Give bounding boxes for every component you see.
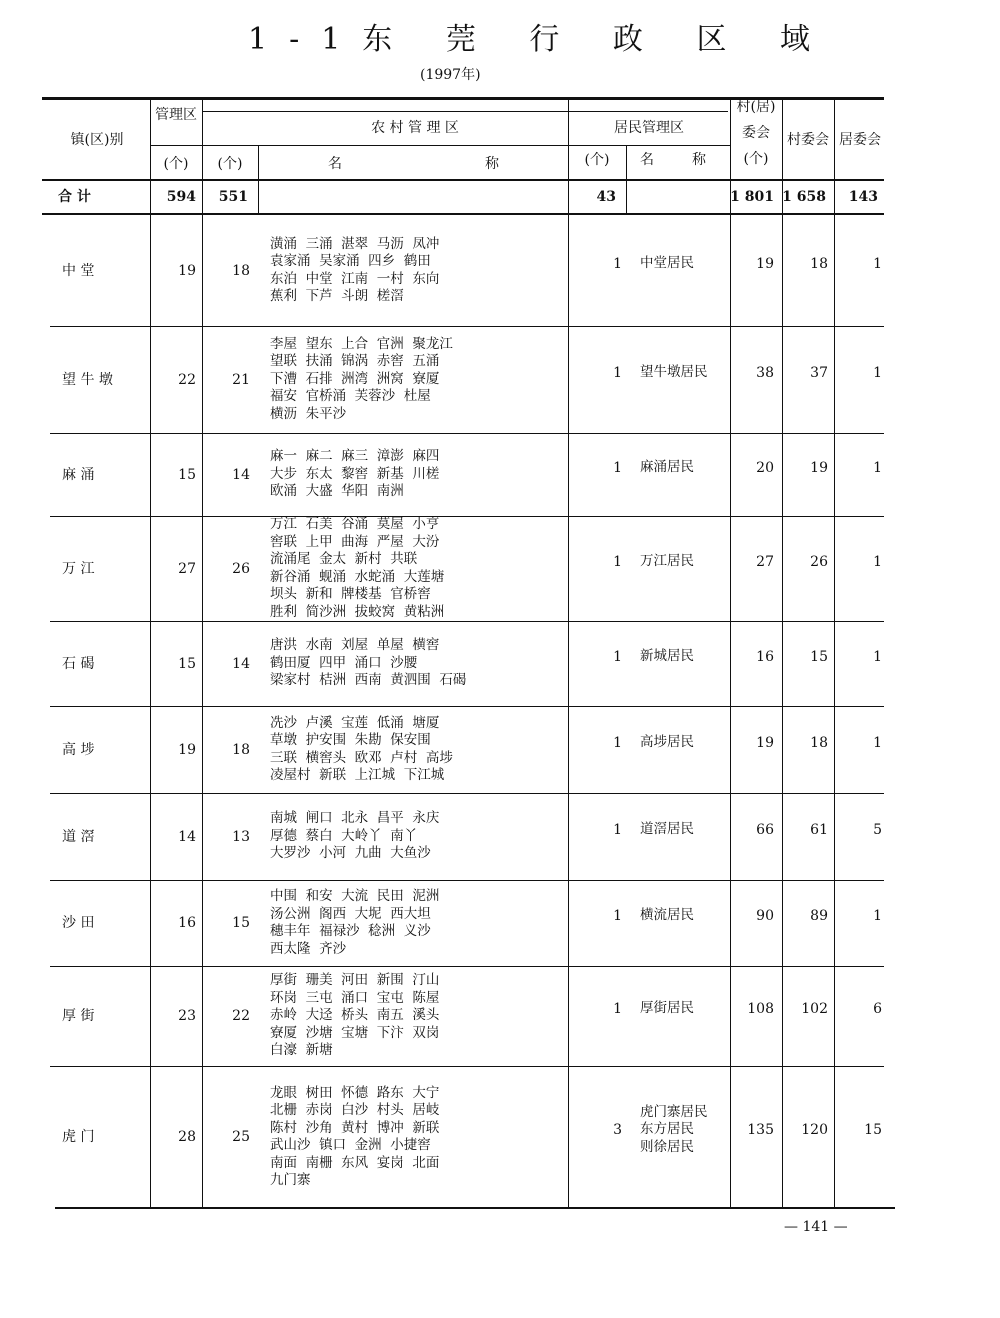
total-committees: 1 801 <box>730 189 774 205</box>
resident-area-names: 横流居民 <box>640 907 694 924</box>
row-rule <box>50 793 884 794</box>
resident-committee-count: 15 <box>864 1122 882 1138</box>
page-subtitle: (1997年) <box>420 67 481 83</box>
resident-committee-count: 1 <box>873 908 882 924</box>
column-rule <box>626 145 627 213</box>
resident-area-names: 望牛墩居民 <box>640 363 708 380</box>
village-name-list: 龙眼 树田 怀德 路东 大宁 北栅 赤岗 白沙 村头 居岐 陈村 沙角 黄村 博冲 新联 武山沙 镇口 金洲 小捷窖 南面 南栅 东风 宴岗 北面 九门寨 <box>270 1084 440 1188</box>
resident-count: 1 <box>613 908 622 924</box>
total-label: 合 计 <box>58 189 91 205</box>
village-name-list: 冼沙 卢溪 宝莲 低涌 塘厦 草墩 护安围 朱勘 保安围 三联 横窖头 欧邓 卢村 高埗 凌屋村 新联 上江城 下江城 <box>270 714 453 783</box>
town-name: 万 江 <box>62 560 95 577</box>
mgmt-count: 22 <box>178 371 196 388</box>
mgmt-count: 27 <box>178 560 196 577</box>
row-rule <box>50 706 884 707</box>
village-name-list: 万江 石美 谷涌 莫屋 小亨 窖联 上甲 曲海 严屋 大汾 流涌尾 金太 新村 共联 新谷涌 蚬涌 水蛇涌 大莲塘 坝头 新和 牌楼基 官桥窖 胜利 简沙洲 拔蛟窝 黄粘洲 <box>270 516 445 620</box>
table-bottom-rule <box>55 1207 895 1209</box>
committee-count: 66 <box>756 821 774 838</box>
header-committees-2: 委会 <box>742 125 770 141</box>
committee-count: 90 <box>756 908 774 924</box>
mgmt-count: 16 <box>178 915 196 931</box>
rural-count: 14 <box>232 655 250 672</box>
rural-count: 26 <box>232 560 250 577</box>
header-name: 名 <box>328 156 342 172</box>
village-committee-count: 26 <box>810 553 828 570</box>
resident-count: 1 <box>613 255 622 272</box>
mgmt-count: 15 <box>178 655 196 672</box>
header-town: 镇(区)别 <box>70 132 124 148</box>
town-name: 中 堂 <box>62 262 95 279</box>
village-committee-count: 15 <box>810 648 828 665</box>
village-name-list: 厚街 珊美 河田 新围 汀山 环岗 三屯 涌口 宝屯 陈屋 赤岭 大迳 桥头 南五 溪头 寮厦 沙塘 宝塘 下汴 双岗 白濠 新塘 <box>270 972 440 1059</box>
total-rural: 551 <box>218 189 248 205</box>
town-name: 道 滘 <box>62 828 95 845</box>
resident-committee-count: 1 <box>873 364 882 381</box>
row-rule <box>50 433 884 434</box>
resident-count: 1 <box>613 821 622 838</box>
resident-area-names: 中堂居民 <box>640 254 694 271</box>
town-name: 麻 涌 <box>62 466 95 483</box>
resident-committee-count: 5 <box>873 821 882 838</box>
rural-count: 15 <box>232 915 250 931</box>
column-rule <box>258 145 259 213</box>
village-committee-count: 37 <box>810 364 828 381</box>
village-name-list: 唐洪 水南 刘屋 单屋 横窖 鹤田厦 四甲 涌口 沙腰 梁家村 桔洲 西南 黄泗围 石碣 <box>270 637 467 689</box>
resident-committee-count: 1 <box>873 648 882 665</box>
rural-count: 25 <box>232 1129 250 1145</box>
rural-count: 18 <box>232 262 250 279</box>
mgmt-count: 28 <box>178 1129 196 1145</box>
resident-committee-count: 6 <box>873 1001 882 1017</box>
rural-count: 13 <box>232 828 250 845</box>
village-name-list: 南城 闸口 北永 昌平 永庆 厚德 蔡白 大岭丫 南丫 大罗沙 小河 九曲 大鱼沙 <box>270 810 440 862</box>
row-rule <box>50 516 884 517</box>
village-name-list: 李屋 望东 上合 官洲 聚龙江 望联 扶涌 锦涡 赤窖 五涌 下漕 石排 洲湾 洲窝 寮厦 福安 官桥涌 芙蓉沙 杜屋 横沥 朱平沙 <box>270 335 453 422</box>
header-committees-1: 村(居) <box>736 99 776 115</box>
header-resident-unit: (个) <box>584 152 610 168</box>
header-rural-mgmt: 农 村 管 理 区 <box>371 120 459 136</box>
committee-count: 27 <box>756 553 774 570</box>
page-number: — 141 — <box>784 1219 848 1235</box>
resident-count: 3 <box>613 1122 622 1138</box>
resident-committee-count: 1 <box>873 553 882 570</box>
header-committees-3: (个) <box>743 151 769 167</box>
resident-area-names: 虎门寨居民 东方居民 则徐居民 <box>640 1103 708 1155</box>
committee-count: 19 <box>756 734 774 751</box>
row-rule <box>50 621 884 622</box>
resident-committee-count: 1 <box>873 255 882 272</box>
resident-area-names: 万江居民 <box>640 552 694 569</box>
town-name: 沙 田 <box>62 915 95 931</box>
total-resident: 43 <box>596 189 616 205</box>
village-committee-count: 18 <box>810 255 828 272</box>
page-title: 1-1东 莞 行 政 区 域 <box>248 22 832 57</box>
village-name-list: 中围 和安 大流 民田 泥洲 汤公洲 阁西 大坭 西大坦 穗丰年 福禄沙 稔洲 义沙 西太隆 齐沙 <box>270 888 440 957</box>
header-rural-unit: (个) <box>217 156 243 172</box>
header-unit-rule <box>150 145 730 146</box>
mgmt-count: 14 <box>178 828 196 845</box>
town-name: 高 埗 <box>62 741 95 758</box>
total-mgmt: 594 <box>166 189 196 205</box>
rural-count: 21 <box>232 371 250 388</box>
total-village: 1 658 <box>782 189 826 205</box>
resident-count: 1 <box>613 648 622 665</box>
village-committee-count: 120 <box>801 1122 828 1138</box>
header-resident-name: 名 <box>640 152 654 168</box>
header-bottom-rule <box>42 179 884 181</box>
town-name: 石 碣 <box>62 655 95 672</box>
resident-area-names: 新城居民 <box>640 647 694 664</box>
mgmt-count: 15 <box>178 466 196 483</box>
resident-committee-count: 1 <box>873 459 882 476</box>
resident-committee-count: 1 <box>873 734 882 751</box>
committee-count: 108 <box>747 1001 774 1017</box>
header-village-committee: 村委会 <box>787 132 829 148</box>
header-mgmt-area: 管理区 <box>155 107 197 123</box>
resident-count: 1 <box>613 1001 622 1017</box>
total-bottom-rule <box>42 213 884 215</box>
header-name2: 称 <box>485 156 499 172</box>
resident-count: 1 <box>613 459 622 476</box>
header-resident-name2: 称 <box>692 152 706 168</box>
rural-count: 14 <box>232 466 250 483</box>
resident-area-names: 道滘居民 <box>640 820 694 837</box>
town-name: 望 牛 墩 <box>62 371 113 388</box>
committee-count: 16 <box>756 648 774 665</box>
village-committee-count: 18 <box>810 734 828 751</box>
row-rule <box>50 326 884 327</box>
resident-area-names: 厚街居民 <box>640 1000 694 1017</box>
committee-count: 38 <box>756 364 774 381</box>
header-inner-rule <box>202 111 728 112</box>
rural-count: 22 <box>232 1008 250 1024</box>
resident-count: 1 <box>613 364 622 381</box>
mgmt-count: 19 <box>178 262 196 279</box>
mgmt-count: 19 <box>178 741 196 758</box>
row-rule <box>50 966 884 967</box>
village-name-list: 潢涌 三涌 湛翠 马沥 凤冲 袁家涌 吴家涌 四乡 鹤田 东泊 中堂 江南 一村 东向 蕉利 下芦 斗朗 槎滘 <box>270 235 440 304</box>
rural-count: 18 <box>232 741 250 758</box>
row-rule <box>50 1066 884 1067</box>
village-name-list: 麻一 麻二 麻三 漳澎 麻四 大步 东太 黎窖 新基 川槎 欧涌 大盛 华阳 南洲 <box>270 448 440 500</box>
mgmt-count: 23 <box>178 1008 196 1024</box>
committee-count: 20 <box>756 459 774 476</box>
town-name: 厚 街 <box>62 1008 95 1024</box>
row-rule <box>50 880 884 881</box>
resident-count: 1 <box>613 734 622 751</box>
village-committee-count: 102 <box>801 1001 828 1017</box>
header-mgmt-unit: (个) <box>163 156 189 172</box>
town-name: 虎 门 <box>62 1129 95 1145</box>
total-resident-committee: 143 <box>848 189 878 205</box>
village-committee-count: 89 <box>810 908 828 924</box>
header-resident-committee: 居委会 <box>839 132 881 148</box>
committee-count: 135 <box>747 1122 774 1138</box>
village-committee-count: 61 <box>810 821 828 838</box>
committee-count: 19 <box>756 255 774 272</box>
resident-area-names: 高埗居民 <box>640 733 694 750</box>
resident-count: 1 <box>613 553 622 570</box>
village-committee-count: 19 <box>810 459 828 476</box>
header-resident-mgmt: 居民管理区 <box>614 120 684 136</box>
resident-area-names: 麻涌居民 <box>640 458 694 475</box>
